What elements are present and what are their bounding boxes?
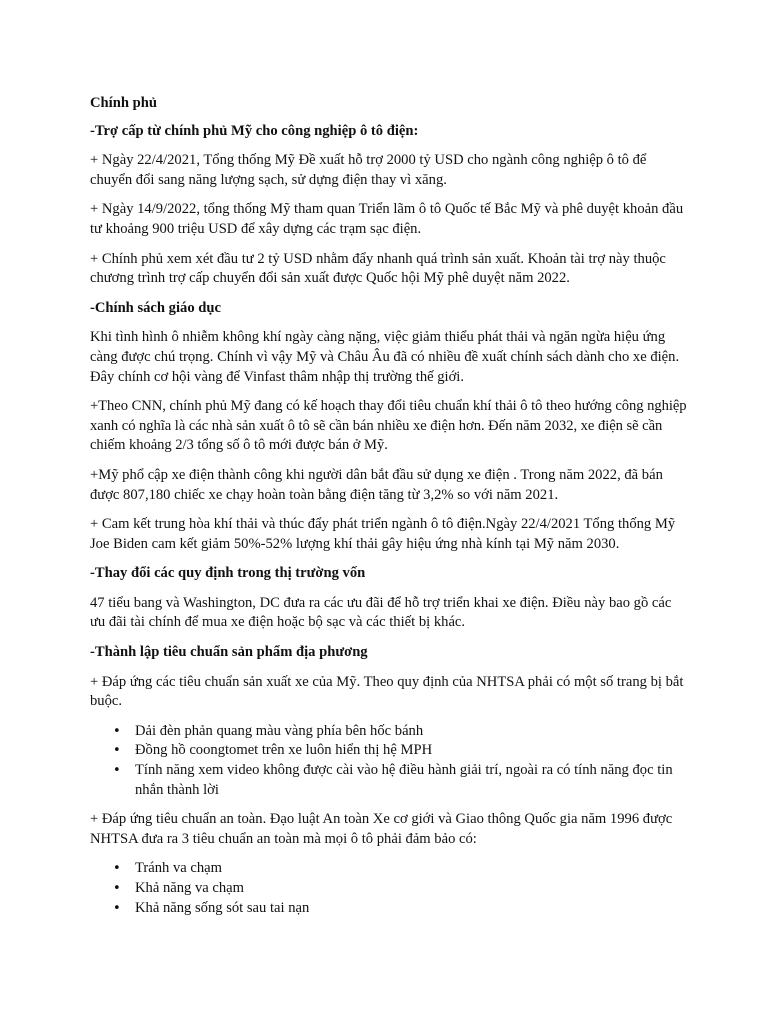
paragraph: + Đáp ứng các tiêu chuẩn sản xuất xe của Mỹ. Theo quy định của NHTSA phải có một số trang bị bắt buộc. — [90, 673, 684, 710]
list-item: • Đồng hồ coongtomet trên xe luôn hiển thị hệ MPH — [135, 741, 690, 761]
list-item: • Dải đèn phản quang màu vàng phía bên hốc bánh — [135, 722, 690, 742]
paragraph: + Ngày 14/9/2022, tổng thống Mỹ tham quan Triển lãm ô tô Quốc tế Bắc Mỹ và phê duyệt khoản đầu tư khoảng 900 triệu USD để xây dựng các trạm sạc điện. — [90, 201, 684, 237]
section-title-education-policy: -Chính sách giáo dục — [90, 299, 221, 316]
bullet-list-equipment — [90, 722, 690, 800]
paragraph: +Mỹ phổ cập xe điện thành công khi người dân bắt đầu sử dụng xe điện . Trong năm 2022, đã bán được 807,180 chiếc xe chạy hoàn toàn bằng điện tăng từ 3,2% so với năm 2021. — [90, 466, 663, 503]
section-title-subsidy: -Trợ cấp từ chính phủ Mỹ cho công nghiệp ô tô điện: — [90, 122, 419, 139]
list-item: • Tính năng xem video không được cài vào hệ điều hành giải trí, ngoài ra có tính năng đọc tin nhắn thành lời — [135, 761, 690, 800]
paragraph: + Ngày 22/4/2021, Tổng thống Mỹ Đề xuất hỗ trợ 2000 tỷ USD cho ngành công nghiệp ô tô để chuyển đổi sang năng lượng sạch, sử dựng điện thay vì xăng. — [90, 152, 647, 188]
list-item: • Khả năng sống sót sau tai nạn — [135, 899, 690, 919]
paragraph: + Chính phủ xem xét đầu tư 2 tỷ USD nhằm đẩy nhanh quá trình sản xuất. Khoản tài trợ này thuộc chương trình trợ cấp chuyển đổi sản xuất được Quốc hội Mỹ phê duyệt năm 2022. — [90, 250, 666, 287]
document-page — [90, 94, 690, 928]
list-item: • Khả năng va chạm — [135, 879, 690, 899]
paragraph: + Đáp ứng tiêu chuẩn an toàn. Đạo luật An toàn Xe cơ giới và Giao thông Quốc gia năm 1996 được NHTSA đưa ra 3 tiêu chuẩn an toàn mà mọi ô tô phải đảm bảo có: — [90, 811, 673, 847]
bullet-list-safety — [90, 859, 690, 918]
document-heading: Chính phủ — [90, 95, 157, 111]
paragraph: + Cam kết trung hòa khí thải và thúc đẩy phát triển ngành ô tô điện.Ngày 22/4/2021 Tổng thống Mỹ Joe Biden cam kết giảm 50%-52% lượng khí thải gây hiệu ứng nhà kính tại Mỹ năm 2030. — [90, 516, 676, 552]
section-title-capital-market: -Thay đổi các quy định trong thị trường vốn — [90, 565, 366, 582]
paragraph: Khi tình hình ô nhiễm không khí ngày càng nặng, việc giảm thiểu phát thải và ngăn ngừa hiệu ứng càng được chú trọng. Chính vì vậy Mỹ và Châu Âu đã có nhiều đề xuất chính sách dành cho xe điện. Đây chính cơ hội vàng để Vinfast thâm nhập thị trường thế giới. — [90, 329, 680, 385]
paragraph: 47 tiểu bang và Washington, DC đưa ra các ưu đãi để hỗ trợ triển khai xe điện. Điều này bao gồ các ưu đãi tài chính để mua xe điện hoặc bộ sạc và các thiết bị khác. — [90, 594, 672, 631]
section-title-local-standards: -Thành lập tiêu chuẩn sản phẩm địa phương — [90, 644, 368, 661]
list-item: • Tránh va chạm — [135, 859, 690, 879]
paragraph: +Theo CNN, chính phủ Mỹ đang có kế hoạch thay đổi tiêu chuẩn khí thải ô tô theo hướng công nghiệp xanh có nghĩa là các nhà sản xuất ô tô sẽ cần bán nhiều xe điện hơn. Đến năm 2032, xe điện sẽ cần chiếm khoảng 2/3 tổng số ô tô mới được bán ở Mỹ. — [90, 398, 687, 454]
